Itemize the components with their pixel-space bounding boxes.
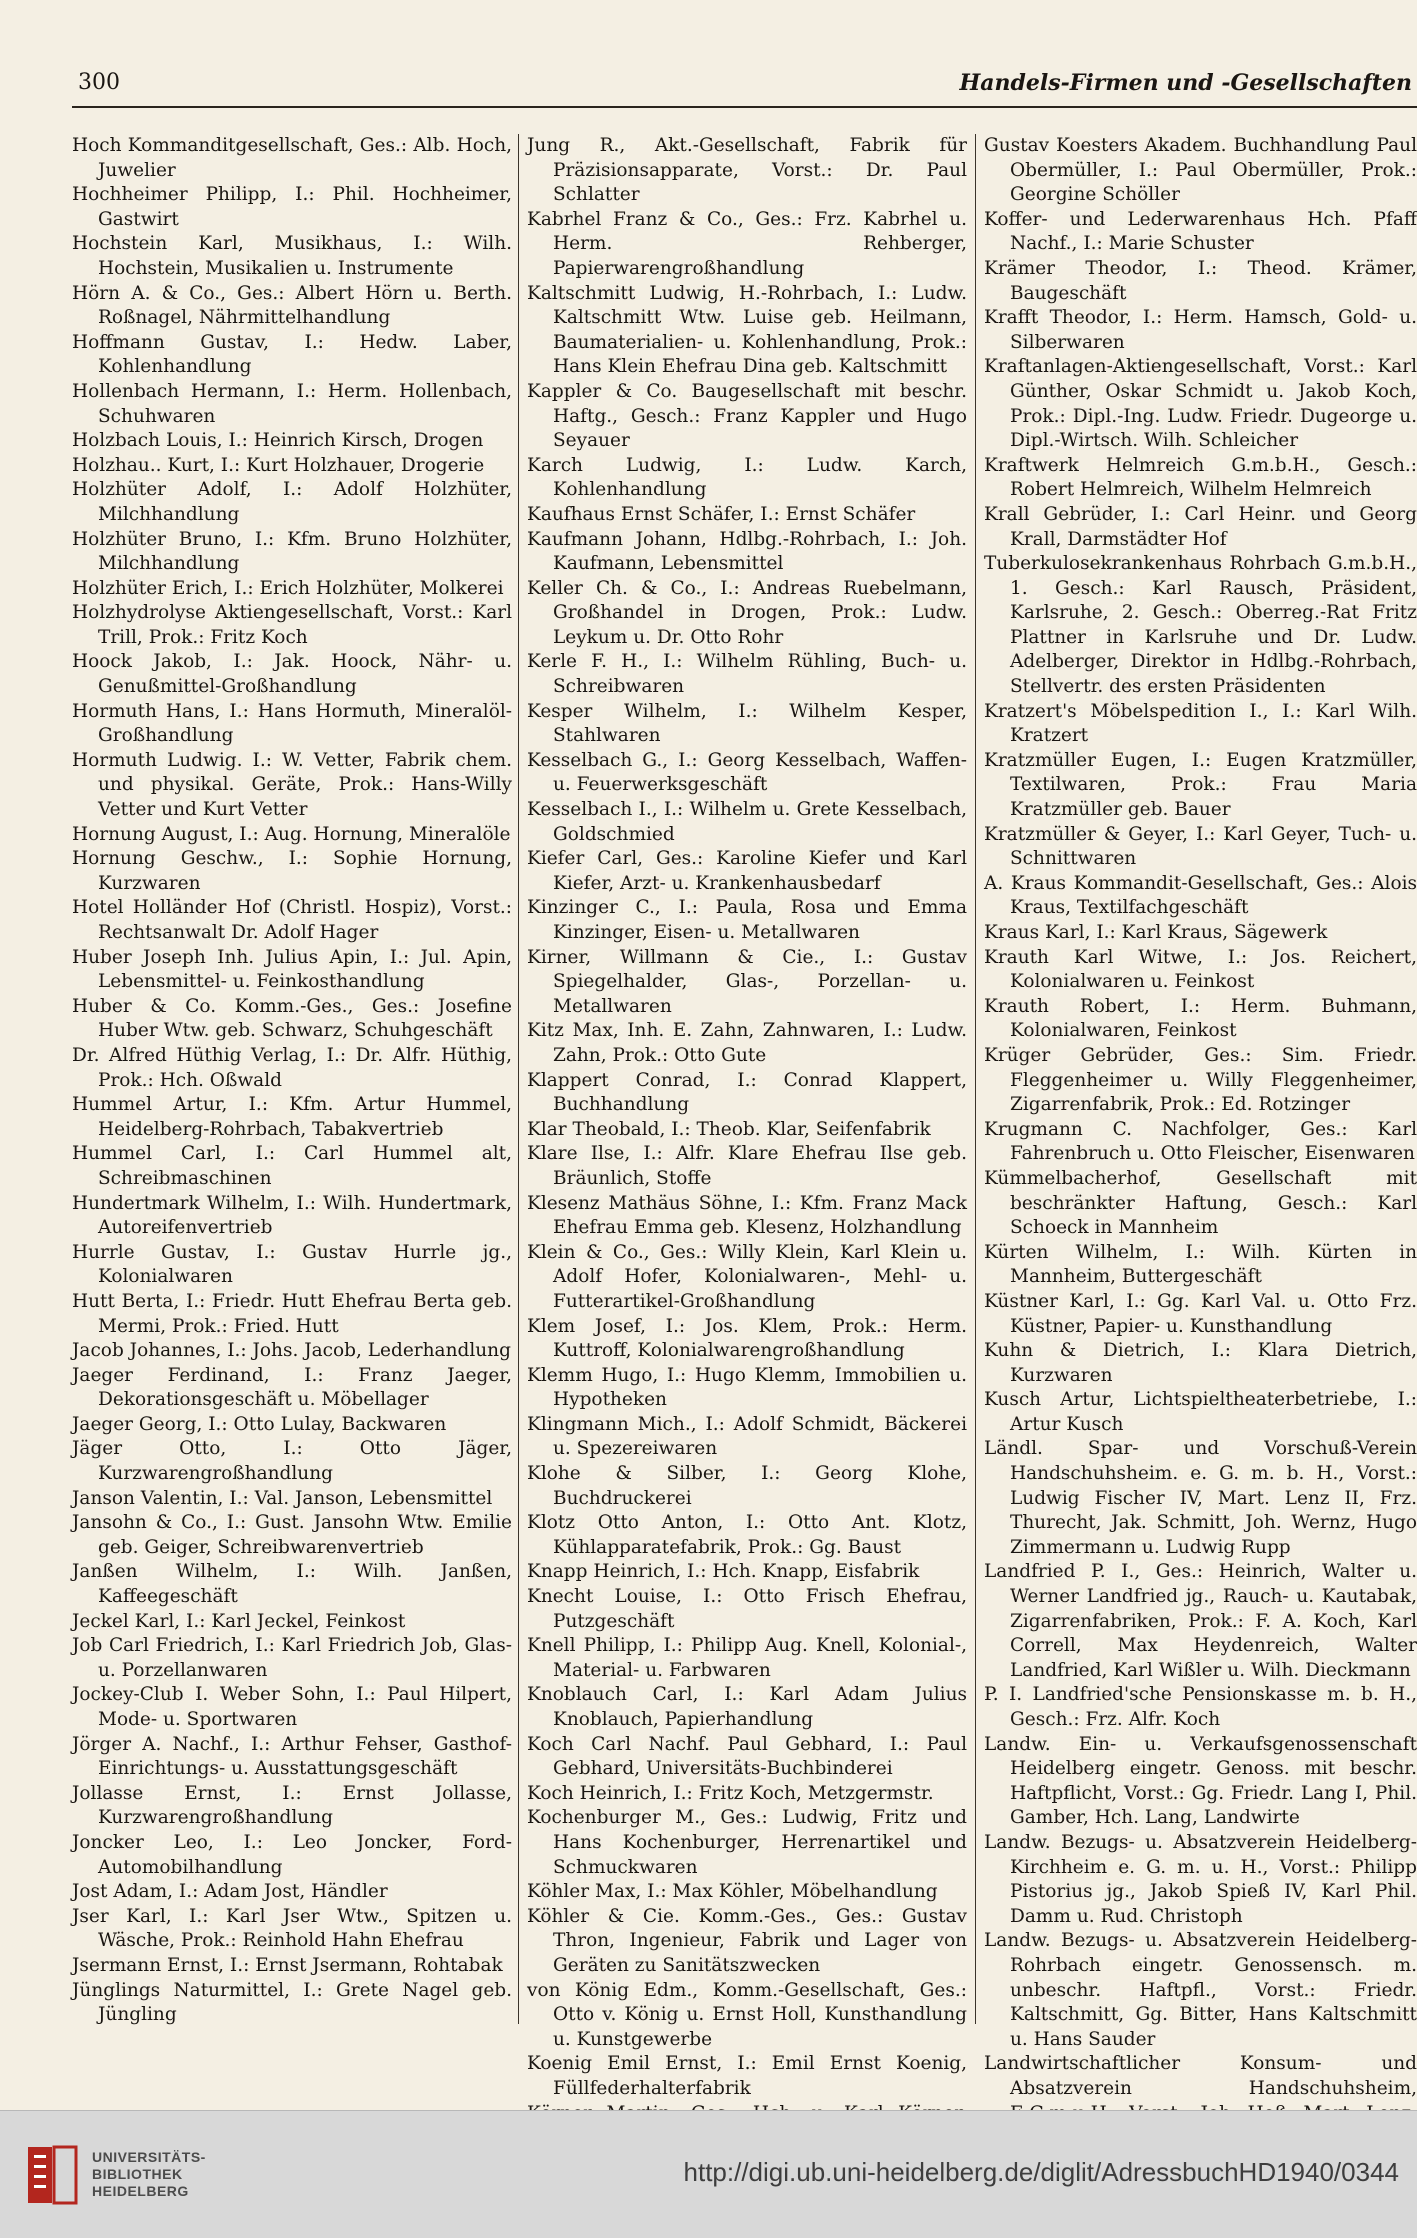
directory-entry: Klingmann Mich., I.: Adolf Schmidt, Bäckerei u. Spezereiwaren bbox=[527, 1413, 967, 1460]
directory-entry: Kaufhaus Ernst Schäfer, I.: Ernst Schäfer bbox=[527, 503, 916, 525]
directory-entry: Landwirtschaftlicher Konsum- und Absatzverein Handschuhsheim, bbox=[984, 2053, 1417, 2099]
directory-entry: Landw. Bezugs- u. Absatzverein Heidelberg-Kirchheim e. G. m. u. H., Vorst.: Philipp Pistorius jg., Jakob Spieß IV, Karl Phil. Damm u. Rud. Christoph bbox=[984, 1831, 1417, 1927]
directory-entry: Klem Josef, I.: Jos. Klem, Prok.: Herm. Kuttroff, Kolonialwarengroßhandlung bbox=[527, 1315, 967, 1362]
directory-entry: Kraftwerk Helmreich G.m.b.H., Gesch.: Robert Helmreich, Wilhelm Helmreich bbox=[984, 454, 1417, 501]
directory-entry: Krafft Theodor, I.: Herm. Hamsch, Gold- u. Silberwaren bbox=[984, 307, 1417, 353]
directory-entry: Jost Adam, I.: Adam Jost, Händler bbox=[72, 1881, 388, 1903]
directory-entry: Hummel Carl, I.: Carl Hummel alt, Schreibmaschinen bbox=[72, 1143, 512, 1189]
directory-entry: Jünglings Naturmittel, I.: Grete Nagel geb. Jüngling bbox=[72, 1979, 512, 2026]
directory-entry: Koffer- und Lederwarenhaus Hch. Pfaff Nachf., I.: Marie Schuster bbox=[984, 208, 1417, 255]
directory-entry: Koch Heinrich, I.: Fritz Koch, Metzgermstr. bbox=[527, 1782, 934, 1804]
directory-entry: Janßen Wilhelm, I.: Wilh. Janßen, Kaffeegeschäft bbox=[72, 1561, 512, 1608]
directory-entry: Jeckel Karl, I.: Karl Jeckel, Feinkost bbox=[72, 1610, 406, 1632]
directory-entry: Jser Karl, I.: Karl Jser Wtw., Spitzen u. Wäsche, Prok.: Reinhold Hahn Ehefrau bbox=[72, 1905, 512, 1952]
directory-entry: Hormuth Ludwig. I.: W. Vetter, Fabrik chem. und physikal. Geräte, Prok.: Hans-Willy Vetter und Kurt Vetter bbox=[72, 749, 512, 821]
directory-entry: Hurrle Gustav, I.: Gustav Hurrle jg., Kolonialwaren bbox=[72, 1241, 512, 1288]
directory-entry: A. Kraus Kommandit-Gesellschaft, Ges.: Alois Kraus, Textilfachgeschäft bbox=[984, 872, 1417, 919]
directory-entry: Knapp Heinrich, I.: Hch. Knapp, Eisfabrik bbox=[527, 1561, 920, 1583]
directory-entry: Hornung August, I.: Aug. Hornung, Mineralöle bbox=[72, 823, 511, 845]
directory-entry: Krauth Karl Witwe, I.: Jos. Reichert, Kolonialwaren u. Feinkost bbox=[984, 946, 1417, 993]
directory-entry: Kümmelbacherhof, Gesellschaft mit beschränkter Haftung, Gesch.: Karl Schoeck in Mannheim bbox=[984, 1167, 1417, 1239]
directory-entry: Kappler & Co. Baugesellschaft mit beschr. Haftg., Gesch.: Franz Kappler und Hugo Seyauer bbox=[527, 380, 967, 452]
directory-entry: Jsermann Ernst, I.: Ernst Jsermann, Rohtabak bbox=[72, 1954, 503, 1976]
directory-entry: Jollasse Ernst, I.: Ernst Jollasse, Kurzwarengroßhandlung bbox=[72, 1782, 512, 1829]
header-rule bbox=[72, 106, 1417, 108]
directory-entry: Klein & Co., Ges.: Willy Klein, Karl Klein u. Adolf Hofer, Kolonialwaren-, Mehl- u. Futterartikel-Großhandlung bbox=[527, 1241, 967, 1312]
library-name-line: HEIDELBERG bbox=[92, 2183, 189, 2199]
column-divider bbox=[518, 134, 519, 2024]
directory-entry: Huber Joseph Inh. Julius Apin, I.: Jul. Apin, Lebensmittel- u. Feinkosthandlung bbox=[72, 946, 512, 993]
directory-entry: Kraus Karl, I.: Karl Kraus, Sägewerk bbox=[984, 922, 1328, 943]
directory-entry: P. I. Landfried'sche Pensionskasse m. b. H., Gesch.: Frz. Alfr. Koch bbox=[984, 1684, 1417, 1730]
directory-entry: Holzhydrolyse Aktiengesellschaft, Vorst.: Karl Trill, Prok.: Fritz Koch bbox=[72, 602, 512, 648]
directory-entry: Kabrhel Franz & Co., Ges.: Frz. Kabrhel u. Herm. Rehberger, Papierwarengroßhandlung bbox=[527, 208, 967, 279]
directory-entry: Dr. Alfred Hüthig Verlag, I.: Dr. Alfr. Hüthig, Prok.: Hch. Oßwald bbox=[72, 1044, 512, 1091]
directory-entry: Hummel Artur, I.: Kfm. Artur Hummel, Heidelberg-Rohrbach, Tabakvertrieb bbox=[72, 1094, 512, 1140]
directory-entry: Kesper Wilhelm, I.: Wilhelm Kesper, Stahlwaren bbox=[527, 700, 967, 747]
directory-entry: Jansohn & Co., I.: Gust. Jansohn Wtw. Emilie geb. Geiger, Schreibwarenvertrieb bbox=[72, 1512, 512, 1558]
directory-entry: Kaufmann Johann, Hdlbg.-Rohrbach, I.: Joh. Kaufmann, Lebensmittel bbox=[527, 528, 967, 575]
directory-entry: Keller Ch. & Co., I.: Andreas Ruebelmann, Großhandel in Drogen, Prok.: Ludw. Leykum u. Dr. Otto Rohr bbox=[527, 577, 967, 648]
directory-column-3 bbox=[984, 134, 1417, 2099]
directory-entry: Küstner Karl, I.: Gg. Karl Val. u. Otto Frz. Küstner, Papier- u. Kunsthandlung bbox=[984, 1290, 1417, 1337]
directory-entry: Holzhüter Erich, I.: Erich Holzhüter, Molkerei bbox=[72, 577, 504, 599]
directory-entry: Tuberkulosekrankenhaus Rohrbach G.m.b.H., 1. Gesch.: Karl Rausch, Präsident, Karlsruhe, 2. Gesch.: Oberreg.-Rat Fritz Plattner in Karlsruhe und Dr. Ludw. Adelberger, Direktor in Hdlbg.-Rohrbach, Stellvertr. des ersten Präsidenten bbox=[984, 553, 1417, 698]
directory-entry: Kratzmüller & Geyer, I.: Karl Geyer, Tuch- u. Schnittwaren bbox=[984, 823, 1417, 870]
directory-entry: Krauth Robert, I.: Herm. Buhmann, Kolonialwaren, Feinkost bbox=[984, 995, 1417, 1042]
section-title: Handels-Firmen und -Gesellschaften bbox=[959, 70, 1412, 96]
directory-column-1 bbox=[72, 134, 512, 2034]
column-divider bbox=[975, 134, 976, 2024]
directory-entry: Landfried P. I., Ges.: Heinrich, Walter u. Werner Landfried jg., Rauch- u. Kautabak, Zigarrenfabriken, Prok.: F. A. Koch, Karl Correll, Max Heydenreich, Walter Landfried, Karl Wißler u. Wilh. Dieckmann bbox=[984, 1561, 1417, 1681]
directory-entry: Ländl. Spar- und Vorschuß-Verein Handschuhsheim. e. G. m. b. H., Vorst.: Ludwig Fischer IV, Mart. Lenz II, Frz. Thurecht, Jak. Schmitt, Joh. Wernz, Hugo Zimmermann u. Ludwig Rupp bbox=[984, 1438, 1417, 1558]
directory-entry: Holzhau.. Kurt, I.: Kurt Holzhauer, Drogerie bbox=[72, 454, 485, 476]
directory-entry: Kratzert's Möbelspedition I., I.: Karl Wilh. Kratzert bbox=[984, 700, 1417, 747]
page-number: 300 bbox=[78, 70, 120, 95]
directory-entry: Koch Carl Nachf. Paul Gebhard, I.: Paul Gebhard, Universitäts-Buchbinderei bbox=[527, 1733, 967, 1780]
directory-entry: Kochenburger M., Ges.: Ludwig, Fritz und Hans Kochenburger, Herrenartikel und Schmuckwaren bbox=[527, 1807, 967, 1878]
directory-entry: Kuhn & Dietrich, I.: Klara Dietrich, Kurzwaren bbox=[984, 1340, 1417, 1386]
directory-entry: Kürten Wilhelm, I.: Wilh. Kürten in Mannheim, Buttergeschäft bbox=[984, 1241, 1417, 1288]
directory-entry: Hollenbach Hermann, I.: Herm. Hollenbach, Schuhwaren bbox=[72, 380, 512, 427]
directory-entry: Hormuth Hans, I.: Hans Hormuth, Mineralöl-Großhandlung bbox=[72, 700, 512, 747]
directory-entry: Landw. Bezugs- u. Absatzverein Heidelberg-Rohrbach eingetr. Genossensch. m. unbeschr. Haftpfl., Vorst.: Friedr. Kaltschmitt, Gg. Bitter, Hans Kaltschmitt u. Hans Sauder bbox=[984, 1930, 1417, 2050]
directory-entry: Klemm Hugo, I.: Hugo Klemm, Immobilien u. Hypotheken bbox=[527, 1364, 967, 1411]
directory-entry: Koenig Emil Ernst, I.: Emil Ernst Koenig, Füllfederhalterfabrik bbox=[527, 2053, 967, 2099]
directory-entry: Kerle F. H., I.: Wilhelm Rühling, Buch- u. Schreibwaren bbox=[527, 651, 967, 698]
directory-entry: Landw. Ein- u. Verkaufsgenossenschaft Heidelberg eingetr. Genoss. mit beschr. Haftpflicht, Vorst.: Gg. Friedr. Lang I, Phil. Gamber, Hch. Lang, Landwirte bbox=[984, 1733, 1417, 1829]
directory-entry: Krall Gebrüder, I.: Carl Heinr. und Georg Krall, Darmstädter Hof bbox=[984, 503, 1417, 550]
directory-entry: Köhler & Cie. Komm.-Ges., Ges.: Gustav Thron, Ingenieur, Fabrik und Lager von Geräten zu Sanitätszwecken bbox=[527, 1905, 967, 1976]
directory-entry: Klar Theobald, I.: Theob. Klar, Seifenfabrik bbox=[527, 1118, 931, 1140]
directory-entry: Klotz Otto Anton, I.: Otto Ant. Klotz, Kühlapparatefabrik, Prok.: Gg. Baust bbox=[527, 1512, 967, 1558]
directory-entry: Hochheimer Philipp, I.: Phil. Hochheimer, Gastwirt bbox=[72, 184, 512, 230]
directory-entry: Klare Ilse, I.: Alfr. Klare Ehefrau Ilse geb. Bräunlich, Stoffe bbox=[527, 1143, 967, 1189]
library-name-line: BIBLIOTHEK bbox=[92, 2166, 183, 2182]
directory-entry: Hutt Berta, I.: Friedr. Hutt Ehefrau Berta geb. Mermi, Prok.: Fried. Hutt bbox=[72, 1290, 512, 1337]
directory-entry: Kaltschmitt Ludwig, H.-Rohrbach, I.: Ludw. Kaltschmitt Wtw. Luise geb. Heilmann, Baumaterialien- u. Kohlenhandlung, Prok.: Hans Klein Ehefrau Dina geb. Kaltschmitt bbox=[527, 282, 967, 378]
directory-entry: Kiefer Carl, Ges.: Karoline Kiefer und Karl Kiefer, Arzt- u. Krankenhausbedarf bbox=[527, 848, 967, 894]
directory-entry: Gustav Koesters Akadem. Buchhandlung Paul Obermüller, I.: Paul Obermüller, Prok.: Georgine Schöller bbox=[984, 135, 1417, 206]
directory-entry: Hochstein Karl, Musikhaus, I.: Wilh. Hochstein, Musikalien u. Instrumente bbox=[72, 233, 512, 279]
directory-entry: Krugmann C. Nachfolger, Ges.: Karl Fahrenbruch u. Otto Fleischer, Eisenwaren bbox=[984, 1118, 1417, 1165]
directory-entry: Huber & Co. Komm.-Ges., Ges.: Josefine Huber Wtw. geb. Schwarz, Schuhgeschäft bbox=[72, 995, 512, 1042]
directory-entry: Hundertmark Wilhelm, I.: Wilh. Hundertmark, Autoreifenvertrieb bbox=[72, 1192, 512, 1239]
directory-entry: Jaeger Ferdinand, I.: Franz Jaeger, Dekorationsgeschäft u. Möbellager bbox=[72, 1364, 512, 1411]
directory-entry: Kratzmüller Eugen, I.: Eugen Kratzmüller, Textilwaren, Prok.: Frau Maria Kratzmüller geb. Bauer bbox=[984, 749, 1417, 821]
directory-entry: Holzhüter Adolf, I.: Adolf Holzhüter, Milchhandlung bbox=[72, 479, 512, 525]
library-name-line: UNIVERSITÄTS- bbox=[92, 2149, 206, 2165]
directory-entry: Kusch Artur, Lichtspieltheaterbetriebe, I.: Artur Kusch bbox=[984, 1389, 1417, 1435]
directory-entry: Klappert Conrad, I.: Conrad Klappert, Buchhandlung bbox=[527, 1069, 967, 1116]
directory-entry: Jung R., Akt.-Gesellschaft, Fabrik für Präzisionsapparate, Vorst.: Dr. Paul Schlatter bbox=[527, 135, 967, 206]
directory-entry: Krüger Gebrüder, Ges.: Sim. Friedr. Fleggenheimer u. Willy Fleggenheimer, Zigarrenfabrik, Prok.: Ed. Rotzinger bbox=[984, 1044, 1417, 1116]
directory-entry: Kesselbach I., I.: Wilhelm u. Grete Kesselbach, Goldschmied bbox=[527, 799, 967, 845]
directory-entry: Knell Philipp, I.: Philipp Aug. Knell, Kolonial-, Material- u. Farbwaren bbox=[527, 1635, 967, 1681]
directory-entry: Hoch Kommanditgesellschaft, Ges.: Alb. Hoch, Juwelier bbox=[72, 135, 512, 181]
directory-entry: Hornung Geschw., I.: Sophie Hornung, Kurzwaren bbox=[72, 848, 512, 894]
directory-entry: Kirner, Willmann & Cie., I.: Gustav Spiegelhalder, Glas-, Porzellan- u. Metallwaren bbox=[527, 946, 967, 1017]
directory-entry: Jörger A. Nachf., I.: Arthur Fehser, Gasthof-Einrichtungs- u. Ausstattungsgeschäft bbox=[72, 1733, 512, 1780]
directory-entry: Krämer Theodor, I.: Theod. Krämer, Baugeschäft bbox=[984, 257, 1417, 304]
directory-entry: Holzbach Louis, I.: Heinrich Kirsch, Drogen bbox=[72, 430, 484, 452]
library-name bbox=[92, 2149, 262, 2200]
directory-entry: Klesenz Mathäus Söhne, I.: Kfm. Franz Mack Ehefrau Emma geb. Klesenz, Holzhandlung bbox=[527, 1192, 967, 1239]
directory-entry: Janson Valentin, I.: Val. Janson, Lebensmittel bbox=[72, 1487, 493, 1509]
directory-entry: Job Carl Friedrich, I.: Karl Friedrich Job, Glas- u. Porzellanwaren bbox=[72, 1635, 512, 1681]
directory-entry: Klohe & Silber, I.: Georg Klohe, Buchdruckerei bbox=[527, 1463, 967, 1509]
directory-entry: Hoffmann Gustav, I.: Hedw. Laber, Kohlenhandlung bbox=[72, 331, 512, 378]
directory-entry: Kesselbach G., I.: Georg Kesselbach, Waffen- u. Feuerwerksgeschäft bbox=[527, 749, 967, 796]
directory-entry: Kinzinger C., I.: Paula, Rosa und Emma Kinzinger, Eisen- u. Metallwaren bbox=[527, 897, 967, 943]
footer-bar bbox=[0, 2110, 1417, 2238]
directory-entry: Karch Ludwig, I.: Ludw. Karch, Kohlenhandlung bbox=[527, 454, 967, 501]
directory-entry: Hoock Jakob, I.: Jak. Hoock, Nähr- u. Genußmittel-Großhandlung bbox=[72, 651, 512, 698]
directory-entry: Hörn A. & Co., Ges.: Albert Hörn u. Berth. Roßnagel, Nährmittelhandlung bbox=[72, 282, 512, 329]
directory-entry: Hotel Holländer Hof (Christl. Hospiz), Vorst.: Rechtsanwalt Dr. Adolf Hager bbox=[72, 897, 512, 943]
directory-entry: Knecht Louise, I.: Otto Frisch Ehefrau, Putzgeschäft bbox=[527, 1586, 967, 1632]
directory-entry: Joncker Leo, I.: Leo Joncker, Ford-Automobilhandlung bbox=[72, 1831, 512, 1878]
directory-entry: Jockey-Club I. Weber Sohn, I.: Paul Hilpert, Mode- u. Sportwaren bbox=[72, 1684, 512, 1730]
permalink-url[interactable]: http://digi.ub.uni-heidelberg.de/diglit/AdressbuchHD1940/0344 bbox=[683, 2157, 1399, 2187]
directory-entry: Jacob Johannes, I.: Johs. Jacob, Lederhandlung bbox=[72, 1340, 511, 1362]
directory-entry: von König Edm., Komm.-Gesellschaft, Ges.: Otto v. König u. Ernst Holl, Kunsthandlung u. Kunstgewerbe bbox=[527, 1979, 967, 2050]
directory-entry: Jaeger Georg, I.: Otto Lulay, Backwaren bbox=[72, 1413, 447, 1435]
library-logo[interactable] bbox=[22, 2143, 262, 2207]
directory-entry: Jäger Otto, I.: Otto Jäger, Kurzwarengroßhandlung bbox=[72, 1438, 512, 1485]
library-seal-icon bbox=[22, 2143, 82, 2207]
directory-entry: Köhler Max, I.: Max Köhler, Möbelhandlung bbox=[527, 1881, 938, 1903]
directory-entry: Kitz Max, Inh. E. Zahn, Zahnwaren, I.: Ludw. Zahn, Prok.: Otto Gute bbox=[527, 1020, 967, 1066]
directory-entry: Knoblauch Carl, I.: Karl Adam Julius Knoblauch, Papierhandlung bbox=[527, 1684, 967, 1730]
directory-entry: Kraftanlagen-Aktiengesellschaft, Vorst.: Karl Günther, Oskar Schmidt u. Jakob Koch, Prok.: Dipl.-Ing. Ludw. Friedr. Dugeorge u. Dipl.-Wirtsch. Wilh. Schleicher bbox=[984, 356, 1417, 452]
directory-entry: Holzhüter Bruno, I.: Kfm. Bruno Holzhüter, Milchhandlung bbox=[72, 528, 512, 575]
directory-column-2 bbox=[527, 134, 967, 2099]
page-header bbox=[72, 70, 1412, 100]
